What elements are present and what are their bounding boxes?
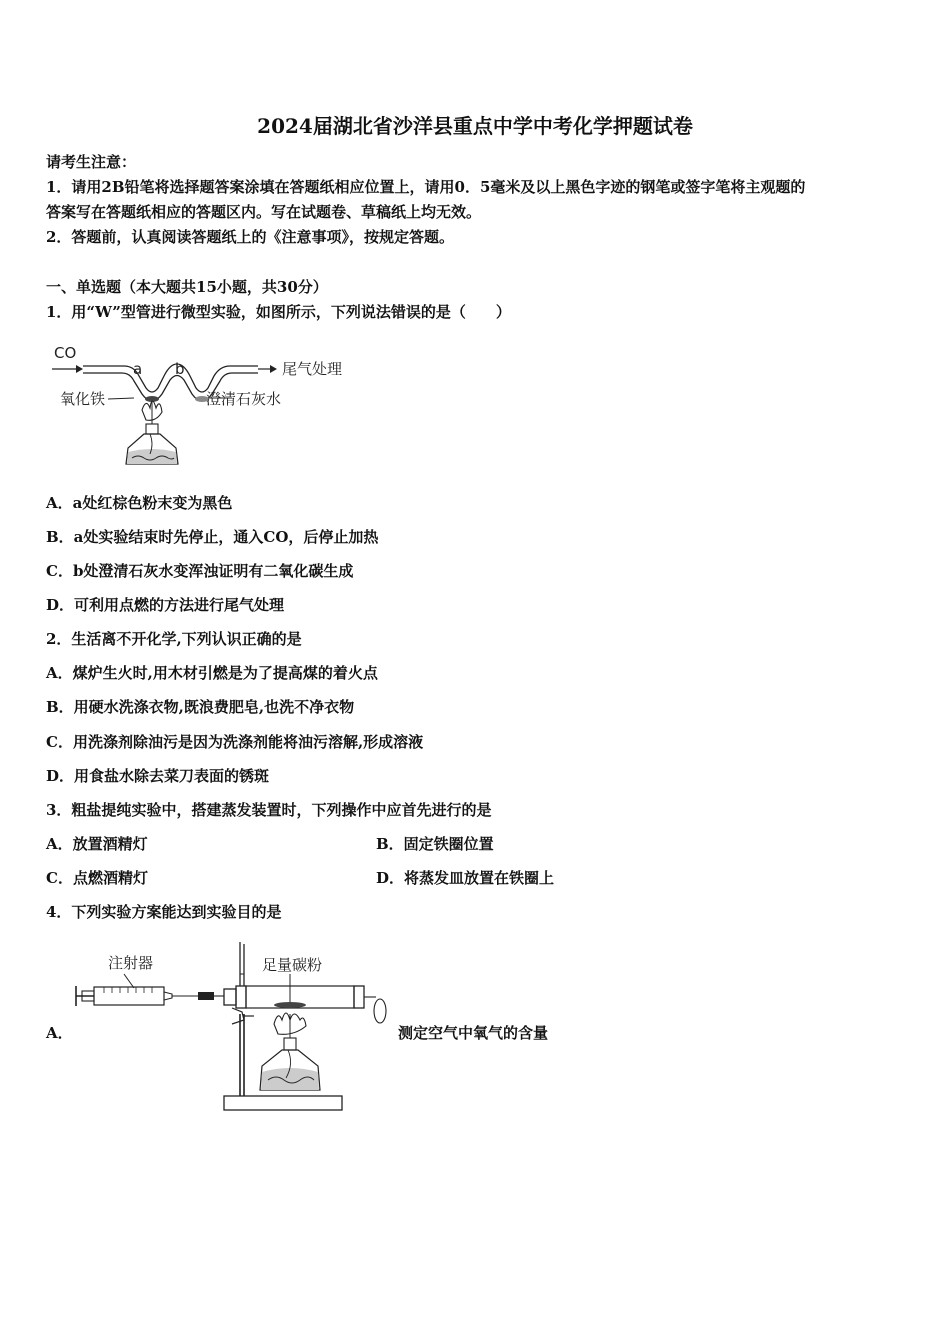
q4-apparatus-figure — [72, 940, 392, 1112]
fig1-burner-wick — [146, 424, 158, 434]
q4-option-a-label: A． — [46, 1024, 73, 1042]
fig1-tail-gas-label: 尾气处理 — [282, 360, 343, 378]
q4-stem: 4．下列实验方案能达到实验目的是 — [46, 903, 282, 921]
fig4-carbon-label: 足量碳粉 — [262, 956, 323, 974]
q1-stem: 1．用“W”型管进行微型实验，如图所示，下列说法错误的是（ ） — [46, 303, 511, 321]
fig4-balloon — [374, 999, 386, 1023]
q3-option-d: D．将蒸发皿放置在铁圈上 — [376, 869, 555, 887]
fig1-iron-oxide-label: 氧化铁 — [60, 390, 106, 408]
q2-option-d: D．用食盐水除去菜刀表面的锈斑 — [46, 767, 270, 785]
notice-line-1b: 答案写在答题纸相应的答题区内。写在试题卷、草稿纸上均无效。 — [46, 203, 482, 221]
q2-option-b: B．用硬水洗涤衣物,既浪费肥皂,也洗不净衣物 — [46, 698, 355, 716]
q1-option-a: A．a处红棕色粉末变为黑色 — [46, 494, 233, 512]
fig4-stand-base — [224, 1096, 342, 1110]
q3-option-c: C．点燃酒精灯 — [46, 869, 148, 887]
q3-stem: 3．粗盐提纯实验中，搭建蒸发装置时，下列操作中应首先进行的是 — [46, 801, 492, 819]
fig4-syringe-barrel — [94, 987, 164, 1005]
q1-option-d: D．可利用点燃的方法进行尾气处理 — [46, 596, 285, 614]
q1-w-tube-figure — [46, 336, 346, 472]
fig4-rubber-tube — [198, 992, 214, 1000]
q3-option-a: A．放置酒精灯 — [46, 835, 148, 853]
notice-line-1: 1．请用2B铅笔将选择题答案涂填在答题纸相应位置上，请用0．5毫米及以上黑色字迹的钢笔或签字笔将主观题的 — [46, 178, 806, 196]
q4-option-a-text: 测定空气中氧气的含量 — [398, 1024, 549, 1042]
q1-option-c: C．b处澄清石灰水变浑浊证明有二氧化碳生成 — [46, 562, 354, 580]
fig4-syringe-label: 注射器 — [108, 954, 154, 972]
fig1-b-label: b — [175, 360, 185, 378]
q2-option-a: A．煤炉生火时,用木材引燃是为了提高煤的着火点 — [46, 664, 378, 682]
notice-line-2: 2．答题前，认真阅读答题纸上的《注意事项》，按规定答题。 — [46, 228, 454, 246]
q2-stem: 2．生活离不开化学,下列认识正确的是 — [46, 630, 302, 648]
fig4-carbon-powder — [274, 1002, 306, 1008]
q1-option-b: B．a处实验结束时先停止，通入CO，后停止加热 — [46, 528, 379, 546]
notice-heading: 请考生注意： — [46, 153, 137, 171]
page-title: 2024届湖北省沙洋县重点中学中考化学押题试卷 — [257, 114, 693, 138]
section-heading: 一、单选题（本大题共15小题，共30分） — [46, 278, 328, 296]
fig1-co-label: CO — [54, 344, 77, 362]
q3-option-b: B．固定铁圈位置 — [376, 835, 494, 853]
fig1-a-label: a — [133, 360, 143, 378]
q2-option-c: C．用洗涤剂除油污是因为洗涤剂能将油污溶解,形成溶液 — [46, 733, 424, 751]
fig1-limewater-label: 澄清石灰水 — [206, 390, 282, 408]
